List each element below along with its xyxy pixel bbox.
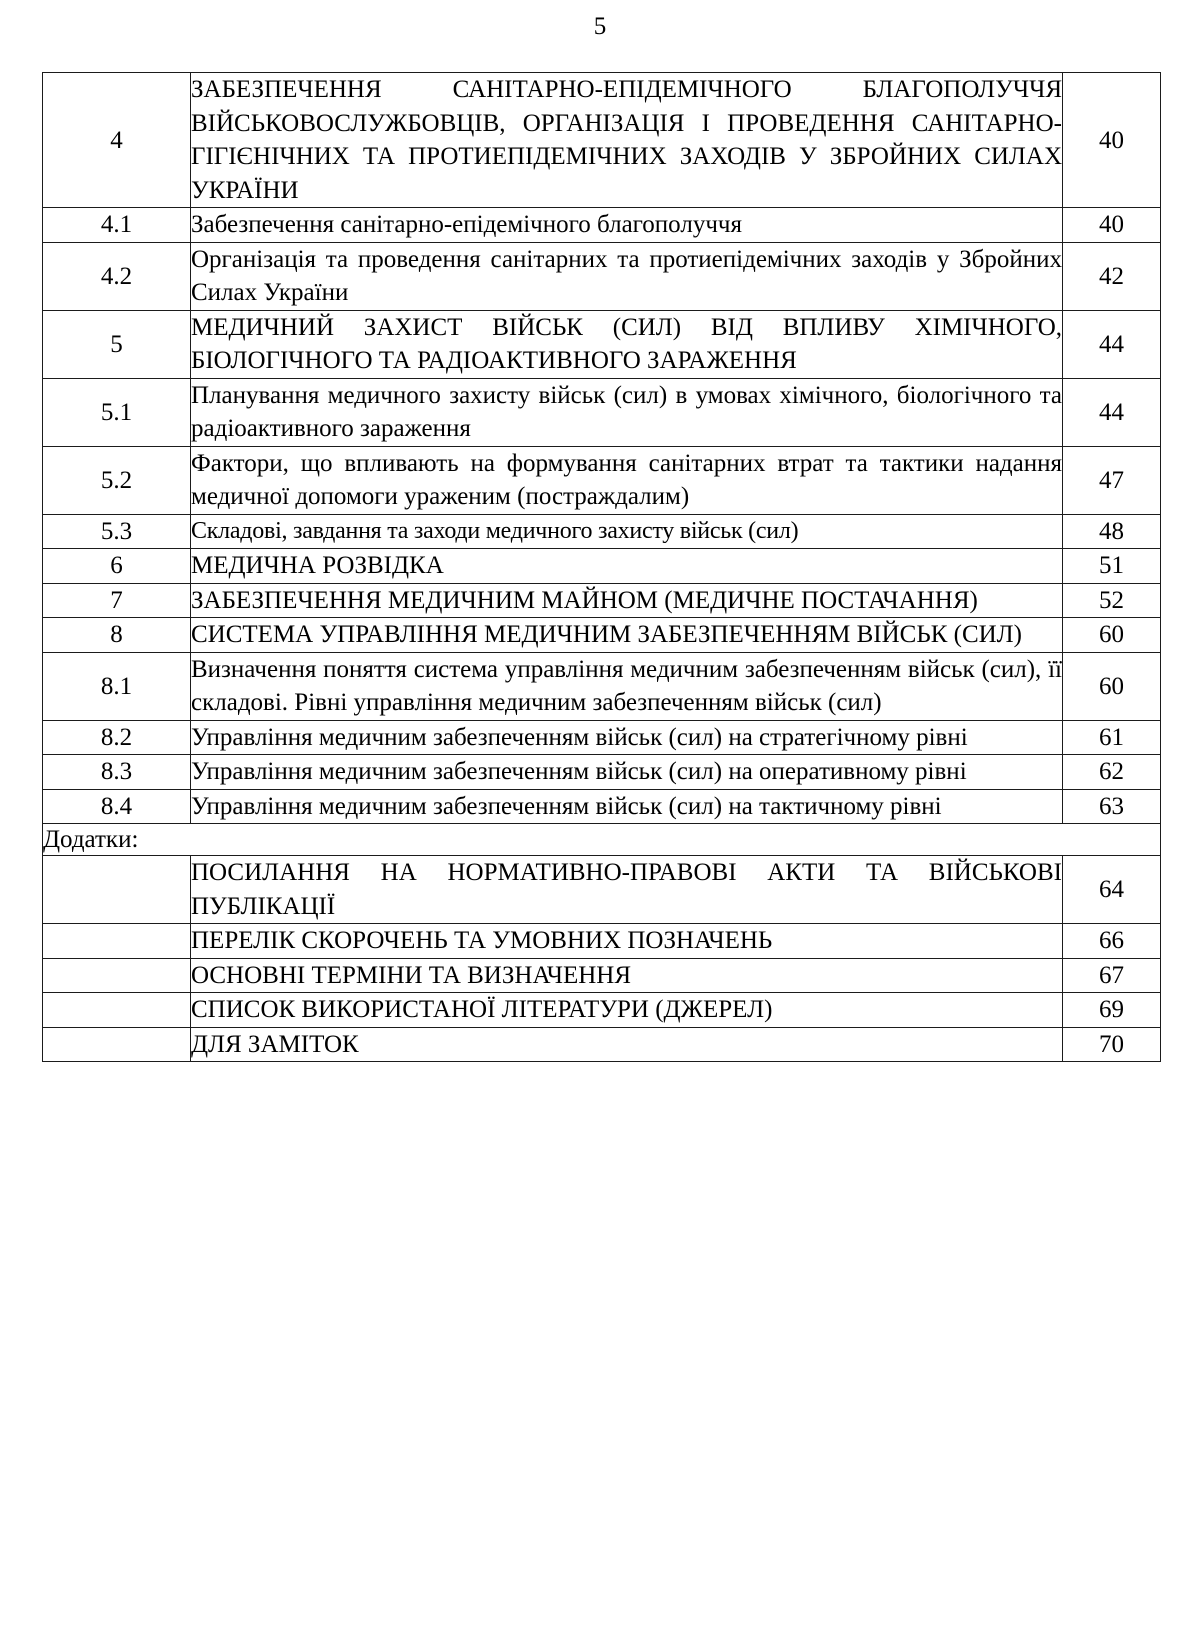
row-page: 44 [1063,378,1161,446]
table-row [43,73,1161,208]
table-row [43,310,1161,378]
row-title: МЕДИЧНИЙ ЗАХИСТ ВІЙСЬК (СИЛ) ВІД ВПЛИВУ ХІМІЧНОГО, БІОЛОГІЧНОГО ТА РАДІОАКТИВНОГО ЗАРАЖЕННЯ [191,310,1063,378]
row-number: 8.1 [43,652,191,720]
table-row [43,378,1161,446]
page-number: 5 [593,13,607,40]
row-page: 69 [1063,993,1161,1028]
row-title: ДЛЯ ЗАМІТОК [191,1027,1063,1062]
row-page: 61 [1063,720,1161,755]
row-page: 66 [1063,924,1161,959]
row-number: 6 [43,549,191,584]
appendix-heading: Додатки: [43,824,1161,856]
row-number: 5.1 [43,378,191,446]
row-number [43,856,191,924]
table-row [43,549,1161,584]
row-title: ПОСИЛАННЯ НА НОРМАТИВНО-ПРАВОВІ АКТИ ТА ВІЙСЬКОВІ ПУБЛІКАЦІЇ [191,856,1063,924]
table-of-contents [42,72,1161,1062]
row-page: 51 [1063,549,1161,584]
row-title: МЕДИЧНА РОЗВІДКА [191,549,1063,584]
table-row [43,242,1161,310]
row-number: 7 [43,583,191,618]
row-number: 4 [43,73,191,208]
row-number: 8.2 [43,720,191,755]
row-number [43,993,191,1028]
table-row [43,618,1161,653]
row-title: ПЕРЕЛІК СКОРОЧЕНЬ ТА УМОВНИХ ПОЗНАЧЕНЬ [191,924,1063,959]
row-page: 70 [1063,1027,1161,1062]
row-number: 8.3 [43,755,191,790]
appendix-heading-row [43,824,1161,856]
table-row [43,720,1161,755]
row-title: Управління медичним забезпеченням військ (сил) на оперативному рівні [191,755,1063,790]
row-page: 47 [1063,446,1161,514]
row-number [43,924,191,959]
row-title: ОСНОВНІ ТЕРМІНИ ТА ВИЗНАЧЕННЯ [191,958,1063,993]
row-number: 4.2 [43,242,191,310]
table-row [43,208,1161,243]
row-title: СПИСОК ВИКОРИСТАНОЇ ЛІТЕРАТУРИ (ДЖЕРЕЛ) [191,993,1063,1028]
row-number: 4.1 [43,208,191,243]
table-row [43,958,1161,993]
row-page: 62 [1063,755,1161,790]
row-number [43,1027,191,1062]
row-page: 52 [1063,583,1161,618]
row-number: 8 [43,618,191,653]
table-row [43,755,1161,790]
row-title: Визначення поняття система управління медичним забезпеченням військ (сил), її складові. Рівні управління медичним забезпеченням військ (сил) [191,652,1063,720]
table-row [43,652,1161,720]
row-title: Складові, завдання та заходи медичного захисту військ (сил) [191,514,1063,549]
row-title: Організація та проведення санітарних та протиепідемічних заходів у Збройних Силах України [191,242,1063,310]
toc-body [43,73,1161,1062]
row-title: Фактори, що впливають на формування санітарних втрат та тактики надання медичної допомоги ураженим (постраждалим) [191,446,1063,514]
table-row [43,856,1161,924]
row-page: 48 [1063,514,1161,549]
row-title: Планування медичного захисту військ (сил) в умовах хімічного, біологічного та радіоактивного зараження [191,378,1063,446]
row-page: 44 [1063,310,1161,378]
row-page: 40 [1063,208,1161,243]
row-title: Забезпечення санітарно-епідемічного благополуччя [191,208,1063,243]
row-page: 63 [1063,789,1161,824]
row-number [43,958,191,993]
row-page: 42 [1063,242,1161,310]
row-page: 60 [1063,618,1161,653]
row-number: 5.3 [43,514,191,549]
table-row [43,789,1161,824]
row-page: 64 [1063,856,1161,924]
row-title: СИСТЕМА УПРАВЛІННЯ МЕДИЧНИМ ЗАБЕЗПЕЧЕННЯМ ВІЙСЬК (СИЛ) [191,618,1063,653]
row-page: 40 [1063,73,1161,208]
row-title: Управління медичним забезпеченням військ (сил) на тактичному рівні [191,789,1063,824]
row-title: ЗАБЕЗПЕЧЕННЯ МЕДИЧНИМ МАЙНОМ (МЕДИЧНЕ ПОСТАЧАННЯ) [191,583,1063,618]
row-number: 8.4 [43,789,191,824]
table-row [43,924,1161,959]
row-title: ЗАБЕЗПЕЧЕННЯ САНІТАРНО-ЕПІДЕМІЧНОГО БЛАГОПОЛУЧЧЯ ВІЙСЬКОВОСЛУЖБОВЦІВ, ОРГАНІЗАЦІЯ І ПРОВЕДЕННЯ САНІТАРНО-ГІГІЄНІЧНИХ ТА ПРОТИЕПІДЕМІЧНИХ ЗАХОДІВ У ЗБРОЙНИХ СИЛАХ УКРАЇНИ [191,73,1063,208]
table-row [43,993,1161,1028]
row-number: 5 [43,310,191,378]
table-row [43,583,1161,618]
table-row [43,1027,1161,1062]
table-row [43,514,1161,549]
table-row [43,446,1161,514]
row-title: Управління медичним забезпеченням військ (сил) на стратегічному рівні [191,720,1063,755]
row-page: 60 [1063,652,1161,720]
row-page: 67 [1063,958,1161,993]
row-number: 5.2 [43,446,191,514]
